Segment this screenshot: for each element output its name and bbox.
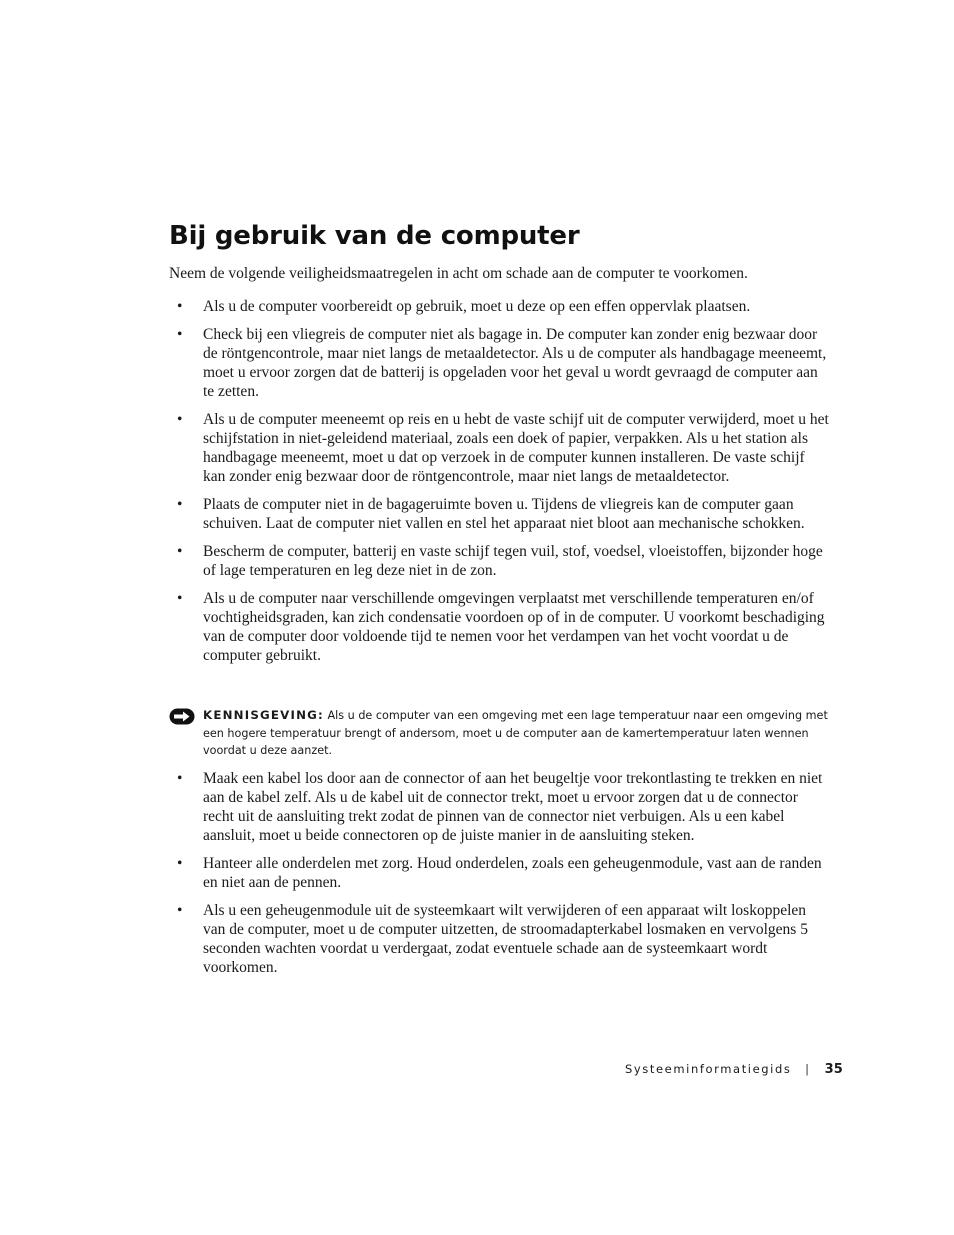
list-item — [169, 325, 829, 401]
intro-paragraph: Neem de volgende veiligheidsmaatregelen in acht om schade aan de computer te voorkomen. — [169, 265, 748, 282]
list-item-text: Hanteer alle onderdelen met zorg. Houd onderdelen, zoals een geheugenmodule, vast aan de randen en niet aan de pennen. — [203, 855, 822, 891]
list-item — [169, 769, 829, 845]
bullet-icon: • — [177, 770, 183, 787]
bullet-icon: • — [177, 855, 183, 872]
page-title: Bij gebruik van de computer — [169, 221, 580, 251]
bullet-icon: • — [177, 298, 183, 315]
list-item-text: Bescherm de computer, batterij en vaste schijf tegen vuil, stof, voedsel, vloeistoffen, bijzonder hoge of lage temperaturen en leg deze niet in de zon. — [203, 543, 823, 579]
bullet-icon: • — [177, 411, 183, 428]
notice-label: KENNISGEVING: — [203, 708, 324, 722]
list-item — [169, 297, 829, 316]
list-item — [169, 410, 829, 486]
footer-separator: | — [805, 1062, 809, 1076]
bullet-icon: • — [177, 326, 183, 343]
bullet-icon: • — [177, 543, 183, 560]
list-item — [169, 495, 829, 533]
bullet-icon: • — [177, 590, 183, 607]
bullet-icon: • — [177, 496, 183, 513]
precaution-list-a — [169, 297, 829, 674]
precaution-list-b — [169, 769, 829, 986]
notice-arrow-icon — [169, 708, 195, 725]
list-item — [169, 854, 829, 892]
list-item-text: Als u de computer voorbereidt op gebruik, moet u deze op een effen oppervlak plaatsen. — [203, 298, 751, 315]
list-item-text: Plaats de computer niet in de bagageruimte boven u. Tijdens de vliegreis kan de computer gaan schuiven. Laat de computer niet vallen en stel het apparaat niet bloot aan mechanische schokken. — [203, 496, 805, 532]
notice-text: Als u de computer van een omgeving met een lage temperatuur naar een omgeving met een hogere temperatuur brengt of andersom, moet u de computer aan de kamertemperatuur laten wennen voordat u deze aanzet. — [203, 709, 828, 757]
notice-box — [169, 707, 829, 760]
page-number: 35 — [824, 1062, 843, 1077]
list-item-text: Als u de computer naar verschillende omgevingen verplaatst met verschillende temperaturen en/of vochtigheidsgraden, kan zich condensatie voordoen op of in de computer. U voorkomt beschadiging van de computer door voldoende tijd te nemen voor het verdampen van het vocht voordat u de computer gebruikt. — [203, 590, 825, 664]
list-item — [169, 589, 829, 665]
list-item-text: Maak een kabel los door aan de connector of aan het beugeltje voor trekontlasting te trekken en niet aan de kabel zelf. Als u de kabel uit de connector trekt, moet u ervoor zorgen dat u de connector recht uit de aansluiting trekt zodat de pinnen van de connector niet verbuigen. Als u een kabel aansluit, moet u beide connectoren op de juiste manier in de aansluiting steken. — [203, 770, 823, 844]
list-item-text: Als u de computer meeneemt op reis en u hebt de vaste schijf uit de computer verwijderd, moet u het schijfstation in niet-geleidend materiaal, zoals een doek of papier, verpakken. Als u het station als handbagage meeneemt, moet u dat op verzoek in de computer kunnen installeren. De vaste schijf kan zonder enig bezwaar door de röntgencontrole, maar niet langs de metaaldetector. — [203, 411, 829, 485]
list-item — [169, 901, 829, 977]
list-item — [169, 542, 829, 580]
page-footer — [625, 1062, 843, 1077]
footer-guide-title: Systeeminformatiegids — [625, 1062, 792, 1076]
bullet-icon: • — [177, 902, 183, 919]
list-item-text: Check bij een vliegreis de computer niet als bagage in. De computer kan zonder enig bezwaar door de röntgencontrole, maar niet langs de metaaldetector. Als u de computer als handbagage meeneemt, moet u ervoor zorgen dat de batterij is opgeladen voor het geval u wordt gevraagd de computer aan te zetten. — [203, 326, 827, 400]
list-item-text: Als u een geheugenmodule uit de systeemkaart wilt verwijderen of een apparaat wilt loskoppelen van de computer, moet u de computer uitzetten, de stroomadapterkabel losmaken en vervolgens 5 seconden wachten voordat u verdergaat, zodat eventuele schade aan de systeemkaart wordt voorkomen. — [203, 902, 808, 976]
